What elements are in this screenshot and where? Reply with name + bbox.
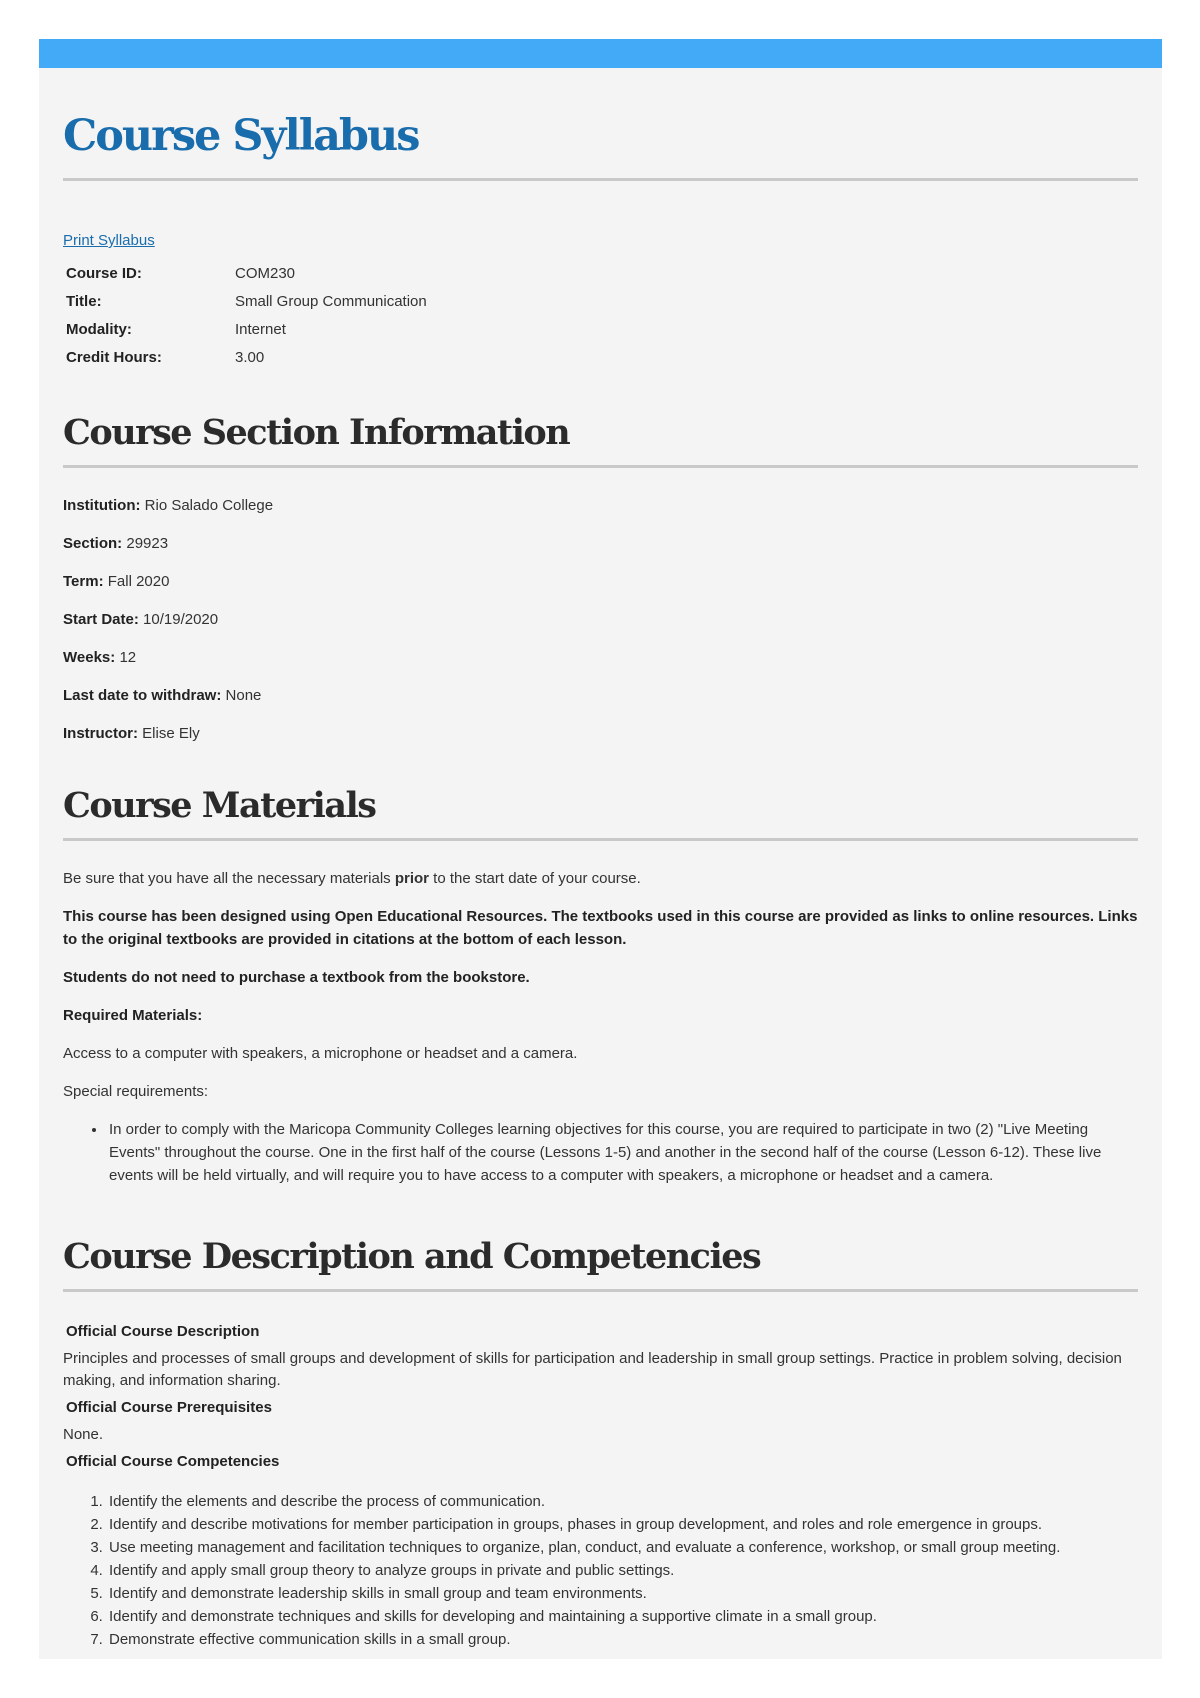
section-field bbox=[63, 496, 1138, 534]
page-title: Course Syllabus bbox=[63, 111, 419, 161]
field-value: 29923 bbox=[126, 535, 169, 552]
materials-divider bbox=[63, 838, 1138, 841]
summary-value: COM230 bbox=[235, 264, 296, 282]
list-item: 6. Identify and demonstrate techniques and skills for developing and maintaining a supportive climate in a small group. bbox=[107, 1605, 1138, 1628]
description-heading: Course Description and Competencies bbox=[63, 1236, 761, 1277]
prerequisites-label: Official Course Prerequisites bbox=[66, 1399, 272, 1416]
field-label: Instructor: bbox=[63, 725, 138, 742]
materials-intro bbox=[63, 867, 1138, 890]
list-item: 7. Demonstrate effective communication skills in a small group. bbox=[107, 1628, 1138, 1651]
materials-intro-emphasis: prior bbox=[394, 870, 430, 887]
section-field bbox=[63, 648, 1138, 686]
list-item: 4. Identify and apply small group theory to analyze groups in private and public settings. bbox=[107, 1559, 1138, 1582]
top-color-bar bbox=[39, 39, 1162, 68]
field-label: Institution: bbox=[63, 497, 141, 514]
special-requirements-list bbox=[63, 1118, 1138, 1187]
course-description-text: Principles and processes of small groups and development of skills for participation and leadership in small group settings. Practice in problem solving, decision making, and information sharing. bbox=[63, 1350, 1122, 1389]
section-info-divider bbox=[63, 465, 1138, 468]
list-item: 5. Identify and demonstrate leadership skills in small group and team environments. bbox=[107, 1582, 1138, 1605]
list-item: 1. Identify the elements and describe the process of communication. bbox=[107, 1490, 1138, 1513]
summary-label: Title: bbox=[66, 292, 102, 310]
section-info-fields bbox=[63, 496, 1138, 762]
section-info-heading: Course Section Information bbox=[63, 412, 570, 453]
section-field bbox=[63, 572, 1138, 610]
description-divider bbox=[63, 1289, 1138, 1292]
list-item: • In order to comply with the Maricopa Community Colleges learning objectives for this course, you are required to participate in two (2) "Live Meeting Events" throughout the course. One in the first half of the course (Lessons 1-5) and another in the second half of the course (Lesson 6-12). These live events will be held virtually, and will require you to have access to a computer with speakers, a microphone or headset and a camera. bbox=[107, 1118, 1138, 1187]
competencies-label: Official Course Competencies bbox=[66, 1453, 280, 1470]
field-value: Elise Ely bbox=[142, 725, 200, 742]
course-summary-table bbox=[63, 259, 427, 371]
competencies-list bbox=[63, 1490, 1138, 1651]
field-value: 10/19/2020 bbox=[143, 611, 219, 628]
summary-label: Credit Hours: bbox=[66, 348, 162, 366]
no-purchase-note: Students do not need to purchase a textbook from the bookstore. bbox=[63, 969, 530, 986]
field-label: Weeks: bbox=[63, 649, 116, 666]
field-label: Start Date: bbox=[63, 611, 139, 628]
field-value: None bbox=[225, 687, 262, 704]
summary-value: Small Group Communication bbox=[235, 292, 427, 310]
section-field bbox=[63, 534, 1138, 572]
list-item: 2. Identify and describe motivations for member participation in groups, phases in group development, and roles and role emergence in groups. bbox=[107, 1513, 1138, 1536]
title-divider bbox=[63, 178, 1138, 181]
special-requirements-label: Special requirements: bbox=[63, 1083, 209, 1100]
section-field bbox=[63, 724, 1138, 762]
field-label: Last date to withdraw: bbox=[63, 687, 222, 704]
summary-row bbox=[63, 315, 427, 343]
materials-intro-text-end: to the start date of your course. bbox=[429, 870, 641, 887]
list-item: 3. Use meeting management and facilitation techniques to organize, plan, conduct, and evaluate a conference, workshop, or small group meeting. bbox=[107, 1536, 1138, 1559]
field-value: 12 bbox=[119, 649, 137, 666]
materials-intro-text: Be sure that you have all the necessary materials bbox=[63, 870, 395, 887]
section-field bbox=[63, 610, 1138, 648]
summary-value: 3.00 bbox=[235, 348, 265, 366]
oer-note: This course has been designed using Open Educational Resources. The textbooks used in this course are provided as links to online resources. Links to the original textbooks are provided in citations at the bottom of each lesson. bbox=[63, 908, 1138, 948]
required-materials-text: Access to a computer with speakers, a microphone or headset and a camera. bbox=[63, 1045, 578, 1062]
prerequisites-text: None. bbox=[63, 1426, 104, 1443]
field-value: Rio Salado College bbox=[144, 497, 274, 514]
materials-heading: Course Materials bbox=[63, 785, 376, 826]
summary-row bbox=[63, 259, 427, 287]
course-description-label: Official Course Description bbox=[66, 1323, 260, 1340]
summary-label: Modality: bbox=[66, 320, 132, 338]
summary-value: Internet bbox=[235, 320, 286, 338]
field-label: Term: bbox=[63, 573, 104, 590]
print-syllabus-link[interactable]: Print Syllabus bbox=[63, 232, 155, 249]
field-label: Section: bbox=[63, 535, 123, 552]
summary-row bbox=[63, 287, 427, 315]
summary-row bbox=[63, 343, 427, 371]
summary-label: Course ID: bbox=[66, 264, 142, 282]
required-materials-label: Required Materials: bbox=[63, 1007, 203, 1024]
field-value: Fall 2020 bbox=[107, 573, 170, 590]
section-field bbox=[63, 686, 1138, 724]
syllabus-page bbox=[39, 39, 1162, 1659]
page-content bbox=[39, 108, 1162, 1651]
